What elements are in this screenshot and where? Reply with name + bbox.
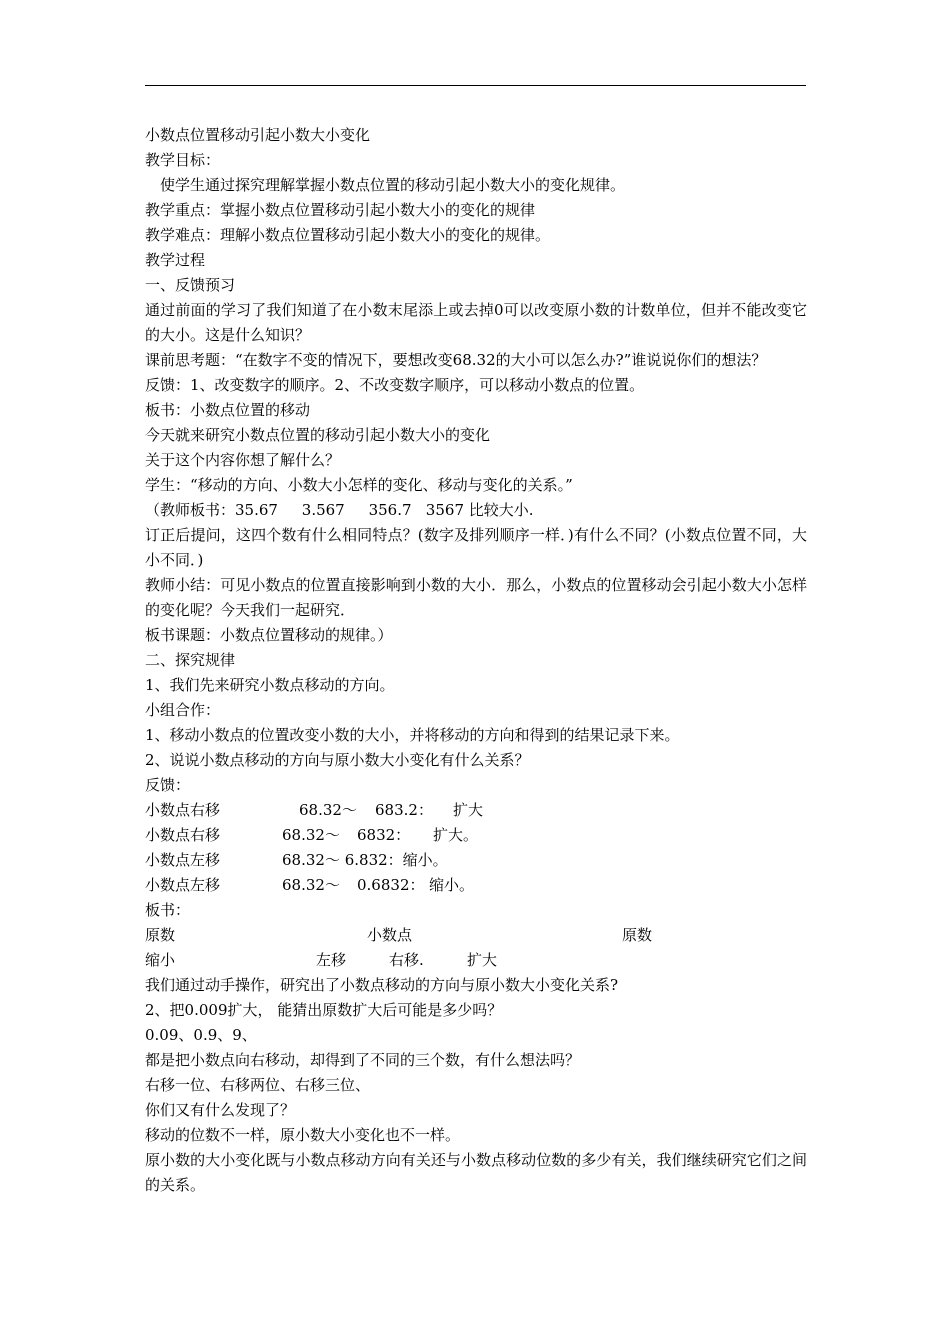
fb-cell: 扩大 bbox=[453, 801, 484, 819]
paragraph: 通过前面的学习了我们知道了在小数末尾添上或去掉0可以改变原小数的计数单位，但并不能改变它的大小。这是什么知识？ bbox=[145, 301, 807, 344]
header-rule bbox=[145, 85, 806, 86]
section1-heading: 一、反馈预习 bbox=[145, 276, 236, 294]
board-row bbox=[145, 948, 807, 973]
paragraph: 订正后提问，这四个数有什么相同特点？(数字及排列顺序一样．)有什么不同？(小数点位置不同，大小不同．) bbox=[145, 526, 807, 569]
paragraph: 右移一位、右移两位、右移三位、 bbox=[145, 1076, 371, 1094]
feedback-row bbox=[145, 823, 807, 848]
paragraph: 原小数的大小变化既与小数点移动方向有关还与小数点移动位数的多少有关，我们继续研究它们之间的关系。 bbox=[145, 1151, 807, 1194]
board-cell: 右移. bbox=[389, 951, 424, 969]
fb-cell: 小数点左移 bbox=[145, 851, 221, 869]
fb-cell: 小数点右移 bbox=[145, 826, 221, 844]
paragraph: 板书课题：小数点位置移动的规律。） bbox=[145, 626, 393, 644]
feedback-row bbox=[145, 848, 807, 873]
fb-cell: 68.32～ 6.832：缩小。 bbox=[282, 851, 448, 869]
fb-cell: 68.32～ bbox=[299, 801, 357, 819]
key-point: 教学重点：掌握小数点位置移动引起小数大小的变化的规律 bbox=[145, 201, 536, 219]
difficulty: 教学难点：理解小数点位置移动引起小数大小的变化的规律。 bbox=[145, 226, 551, 244]
paragraph: 教师小结：可见小数点的位置直接影响到小数的大小．那么，小数点的位置移动会引起小数大小怎样的变化呢？今天我们一起研究． bbox=[145, 576, 807, 619]
board-cell: 缩小 bbox=[145, 951, 176, 969]
board-cell: 扩大 bbox=[467, 951, 498, 969]
paragraph: 反馈： bbox=[145, 776, 191, 794]
doc-title: 小数点位置移动引起小数大小变化 bbox=[145, 126, 371, 144]
paragraph: 学生：“移动的方向、小数大小怎样的变化、移动与变化的关系。” bbox=[145, 476, 573, 494]
paragraph: 我们通过动手操作，研究出了小数点移动的方向与原小数大小变化关系? bbox=[145, 976, 619, 994]
fb-cell: 0.6832： bbox=[357, 876, 425, 894]
paragraph: 2、说说小数点移动的方向与原小数大小变化有什么关系？ bbox=[145, 751, 530, 769]
fb-cell: 缩小。 bbox=[429, 876, 475, 894]
objectives-text: 使学生通过探究理解掌握小数点位置的移动引起小数大小的变化规律。 bbox=[160, 176, 626, 194]
objectives-label: 教学目标： bbox=[145, 151, 221, 169]
paragraph: 1、我们先来研究小数点移动的方向。 bbox=[145, 676, 395, 694]
paragraph: 板书：小数点位置的移动 bbox=[145, 401, 311, 419]
fb-cell: 小数点右移 bbox=[145, 801, 221, 819]
paragraph: （教师板书：35.67 3.567 356.7 3567 比较大小. bbox=[145, 501, 534, 519]
fb-cell: 小数点左移 bbox=[145, 876, 221, 894]
paragraph: 板书： bbox=[145, 901, 191, 919]
paragraph: 课前思考题：“在数字不变的情况下，要想改变68.32的大小可以怎么办?”谁说说你们的想法？ bbox=[145, 351, 767, 369]
fb-cell: 6832： bbox=[357, 826, 411, 844]
paragraph: 你们又有什么发现了？ bbox=[145, 1101, 296, 1119]
paragraph: 反馈：1、改变数字的顺序。2、不改变数字顺序，可以移动小数点的位置。 bbox=[145, 376, 645, 394]
board-row bbox=[145, 923, 807, 948]
feedback-row bbox=[145, 798, 807, 823]
paragraph: 0.09、0.9、9、 bbox=[145, 1026, 257, 1044]
paragraph: 2、把0.009扩大， 能猜出原数扩大后可能是多少吗？ bbox=[145, 1001, 503, 1019]
fb-cell: 68.32～ bbox=[282, 826, 340, 844]
fb-cell: 68.32～ bbox=[282, 876, 340, 894]
board-cell: 原数 bbox=[622, 926, 653, 944]
paragraph: 1、移动小数点的位置改变小数的大小，并将移动的方向和得到的结果记录下来。 bbox=[145, 726, 680, 744]
fb-cell: 683.2： bbox=[375, 801, 433, 819]
paragraph: 今天就来研究小数点位置的移动引起小数大小的变化 bbox=[145, 426, 491, 444]
feedback-row bbox=[145, 873, 807, 898]
board-cell: 原数 bbox=[145, 926, 176, 944]
paragraph: 都是把小数点向右移动，却得到了不同的三个数，有什么想法吗？ bbox=[145, 1051, 581, 1069]
process-heading: 教学过程 bbox=[145, 251, 206, 269]
board-cell: 小数点 bbox=[367, 926, 413, 944]
paragraph: 移动的位数不一样，原小数大小变化也不一样。 bbox=[145, 1126, 461, 1144]
paragraph: 小组合作： bbox=[145, 701, 221, 719]
fb-cell: 扩大。 bbox=[433, 826, 479, 844]
board-cell: 左移 bbox=[316, 951, 347, 969]
document-body bbox=[145, 123, 807, 1198]
paragraph: 关于这个内容你想了解什么？ bbox=[145, 451, 341, 469]
section2-heading: 二、探究规律 bbox=[145, 651, 236, 669]
